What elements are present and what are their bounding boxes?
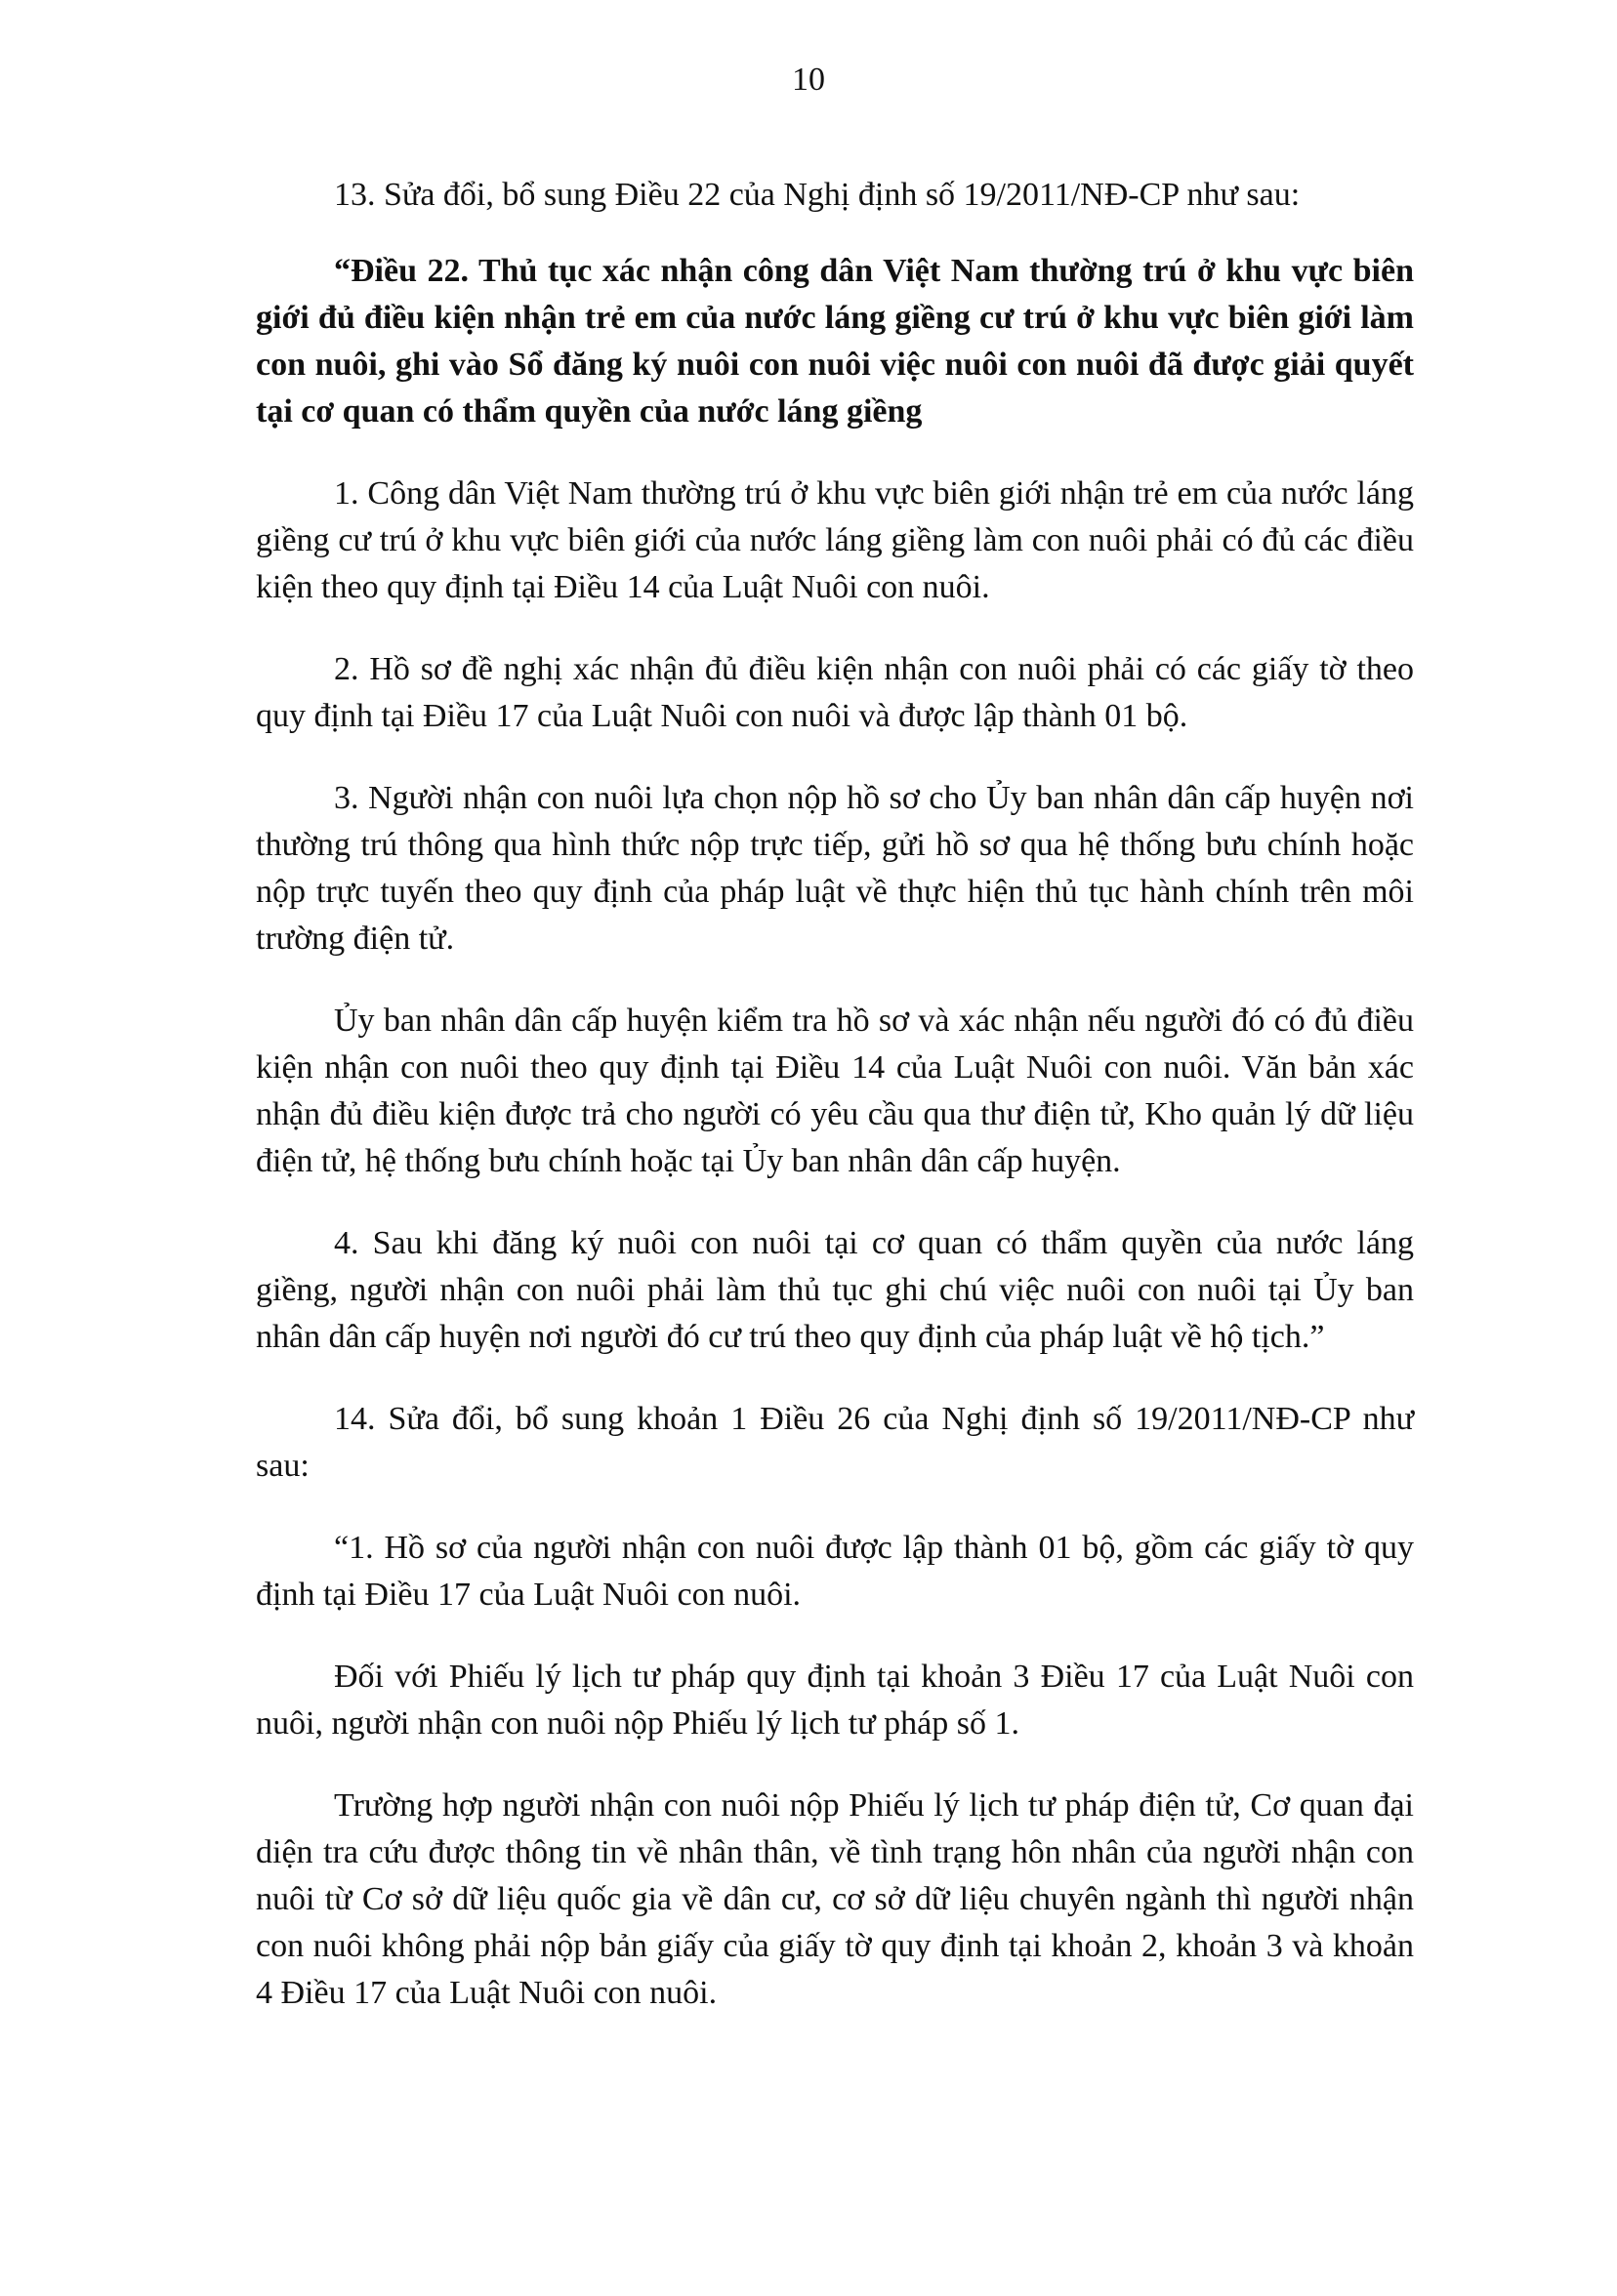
paragraph-clause-3: 3. Người nhận con nuôi lựa chọn nộp hồ sơ cho Ủy ban nhân dân cấp huyện nơi thường trú thông qua hình thức nộp trực tiếp, gửi hồ sơ qua hệ thống bưu chính hoặc nộp trực tuyến theo quy định của pháp luật về thực hiện thủ tục hành chính trên môi trường điện tử. bbox=[256, 780, 1414, 957]
document-body bbox=[256, 172, 1414, 2017]
article-22-title: “Điều 22. Thủ tục xác nhận công dân Việt Nam thường trú ở khu vực biên giới đủ điều kiện nhận trẻ em của nước láng giềng cư trú ở khu vực biên giới làm con nuôi, ghi vào Sổ đăng ký nuôi con nuôi việc nuôi con nuôi đã được giải quyết tại cơ quan có thẩm quyền của nước láng giềng bbox=[256, 253, 1414, 430]
page-number: 10 bbox=[792, 62, 825, 98]
paragraph-clause-4: 4. Sau khi đăng ký nuôi con nuôi tại cơ quan có thẩm quyền của nước láng giềng, người nhận con nuôi phải làm thủ tục ghi chú việc nuôi con nuôi tại Ủy ban nhân dân cấp huyện nơi người đó cư trú theo quy định của pháp luật về hộ tịch.” bbox=[256, 1225, 1414, 1355]
paragraph-criminal-record: Đối với Phiếu lý lịch tư pháp quy định tại khoản 3 Điều 17 của Luật Nuôi con nuôi, người nhận con nuôi nộp Phiếu lý lịch tư pháp số 1. bbox=[256, 1659, 1414, 1742]
paragraph-clause-1: 1. Công dân Việt Nam thường trú ở khu vực biên giới nhận trẻ em của nước láng giềng cư trú ở khu vực biên giới của nước láng giềng làm con nuôi phải có đủ các điều kiện theo quy định tại Điều 14 của Luật Nuôi con nuôi. bbox=[256, 475, 1414, 605]
paragraph-quoted-clause-1: “1. Hồ sơ của người nhận con nuôi được lập thành 01 bộ, gồm các giấy tờ quy định tại Điều 17 của Luật Nuôi con nuôi. bbox=[256, 1530, 1414, 1613]
paragraph-electronic-record: Trường hợp người nhận con nuôi nộp Phiếu lý lịch tư pháp điện tử, Cơ quan đại diện tra cứu được thông tin về nhân thân, về tình trạng hôn nhân của người nhận con nuôi từ Cơ sở dữ liệu quốc gia về dân cư, cơ sở dữ liệu chuyên ngành thì người nhận con nuôi không phải nộp bản giấy của giấy tờ quy định tại khoản 2, khoản 3 và khoản 4 Điều 17 của Luật Nuôi con nuôi. bbox=[256, 1787, 1414, 2011]
paragraph-item-14: 14. Sửa đổi, bổ sung khoản 1 Điều 26 của Nghị định số 19/2011/NĐ-CP như sau: bbox=[256, 1401, 1414, 1484]
paragraph-item-13: 13. Sửa đổi, bổ sung Điều 22 của Nghị định số 19/2011/NĐ-CP như sau: bbox=[334, 177, 1301, 213]
paragraph-clause-3-cont: Ủy ban nhân dân cấp huyện kiểm tra hồ sơ và xác nhận nếu người đó có đủ điều kiện nhận con nuôi theo quy định tại Điều 14 của Luật Nuôi con nuôi. Văn bản xác nhận đủ điều kiện được trả cho người có yêu cầu qua thư điện tử, Kho quản lý dữ liệu điện tử, hệ thống bưu chính hoặc tại Ủy ban nhân dân cấp huyện. bbox=[256, 1003, 1414, 1179]
paragraph-clause-2: 2. Hồ sơ đề nghị xác nhận đủ điều kiện nhận con nuôi phải có các giấy tờ theo quy định tại Điều 17 của Luật Nuôi con nuôi và được lập thành 01 bộ. bbox=[256, 651, 1414, 734]
